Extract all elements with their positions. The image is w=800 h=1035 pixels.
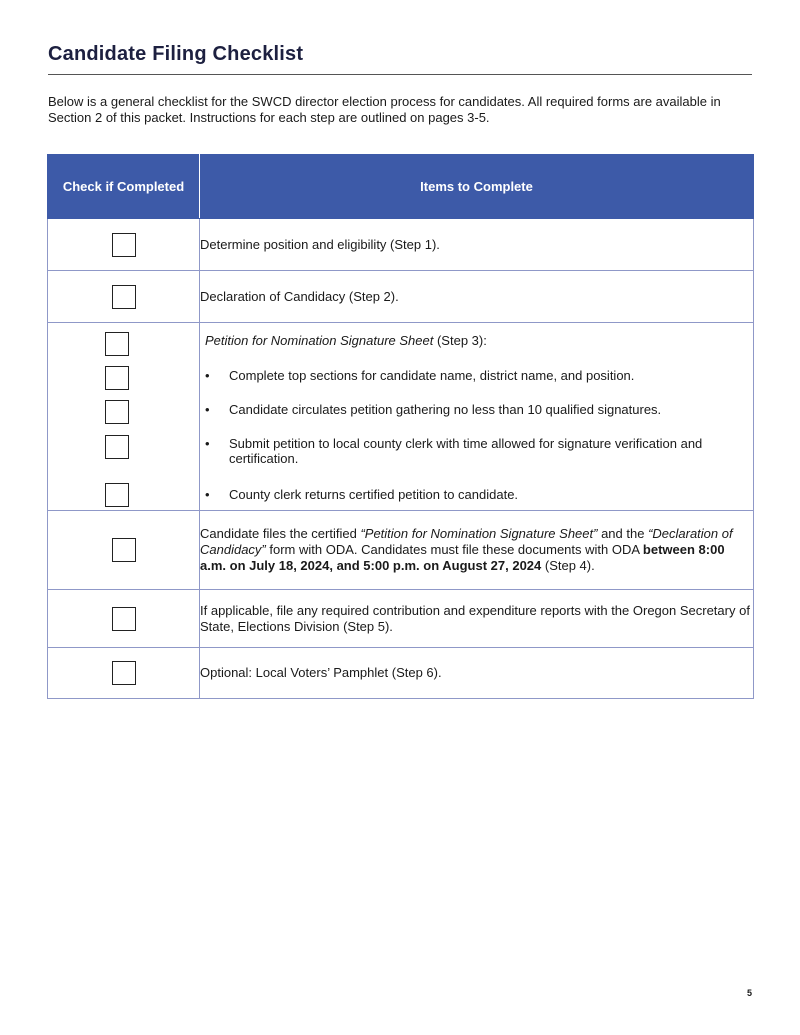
title-divider [48,74,752,75]
checkbox-step-5[interactable] [112,607,136,631]
table-header-row [48,155,754,219]
list-item: • County clerk returns certified petition to candidate. [205,486,519,502]
intro-paragraph: Below is a general checklist for the SWCD director election process for candidates. All required forms are available in Section 2 of this packet. Instructions for each step are outlined on pages 3-5. [48,94,721,125]
item-step-6: Optional: Local Voters’ Pamphlet (Step 6). [200,648,754,699]
table-row [48,590,754,648]
item-step-2: Declaration of Candidacy (Step 2). [200,271,754,323]
table-row [48,323,754,511]
table-row [48,648,754,699]
checkbox-step-3-returned[interactable] [105,483,129,507]
checkbox-step-6[interactable] [112,661,136,685]
item-step-4: Candidate files the certified “Petition for Nomination Signature Sheet” and the “Declaration of Candidacy” form with ODA. Candidates must file these documents with ODA between 8:00 a.m. on July 18, 2024, and 5:00 p.m. on August 27, 2024 (Step 4). [200,511,754,590]
step-3-title: Petition for Nomination Signature Sheet (Step 3): [205,332,487,348]
list-item: • Complete top sections for candidate name, district name, and position. [205,367,635,383]
checkbox-step-1[interactable] [112,233,136,257]
checkbox-step-4[interactable] [112,538,136,562]
checkbox-step-3-submit[interactable] [105,435,129,459]
checkbox-step-3-circulate[interactable] [105,400,129,424]
page-number: 5 [746,988,752,998]
checkbox-step-3-top-sections[interactable] [105,366,129,390]
item-step-1: Determine position and eligibility (Step 1). [200,219,754,271]
item-step-5: If applicable, file any required contribution and expenditure reports with the Oregon Secretary of State, Elections Division (Step 5). [200,590,754,648]
page-title: Candidate Filing Checklist [48,43,304,65]
header-check-completed: Check if Completed [48,155,200,219]
checkbox-step-3[interactable] [105,332,129,356]
checkbox-step-2[interactable] [112,285,136,309]
header-items-to-complete: Items to Complete [200,155,754,219]
list-item: • Candidate circulates petition gathering no less than 10 qualified signatures. [205,401,662,417]
item-step-3 [200,324,753,510]
checklist-table [47,154,754,699]
table-row [48,511,754,590]
table-row [48,219,754,271]
list-item: • Submit petition to local county clerk with time allowed for signature verification and certification. [205,435,703,466]
table-row [48,271,754,323]
